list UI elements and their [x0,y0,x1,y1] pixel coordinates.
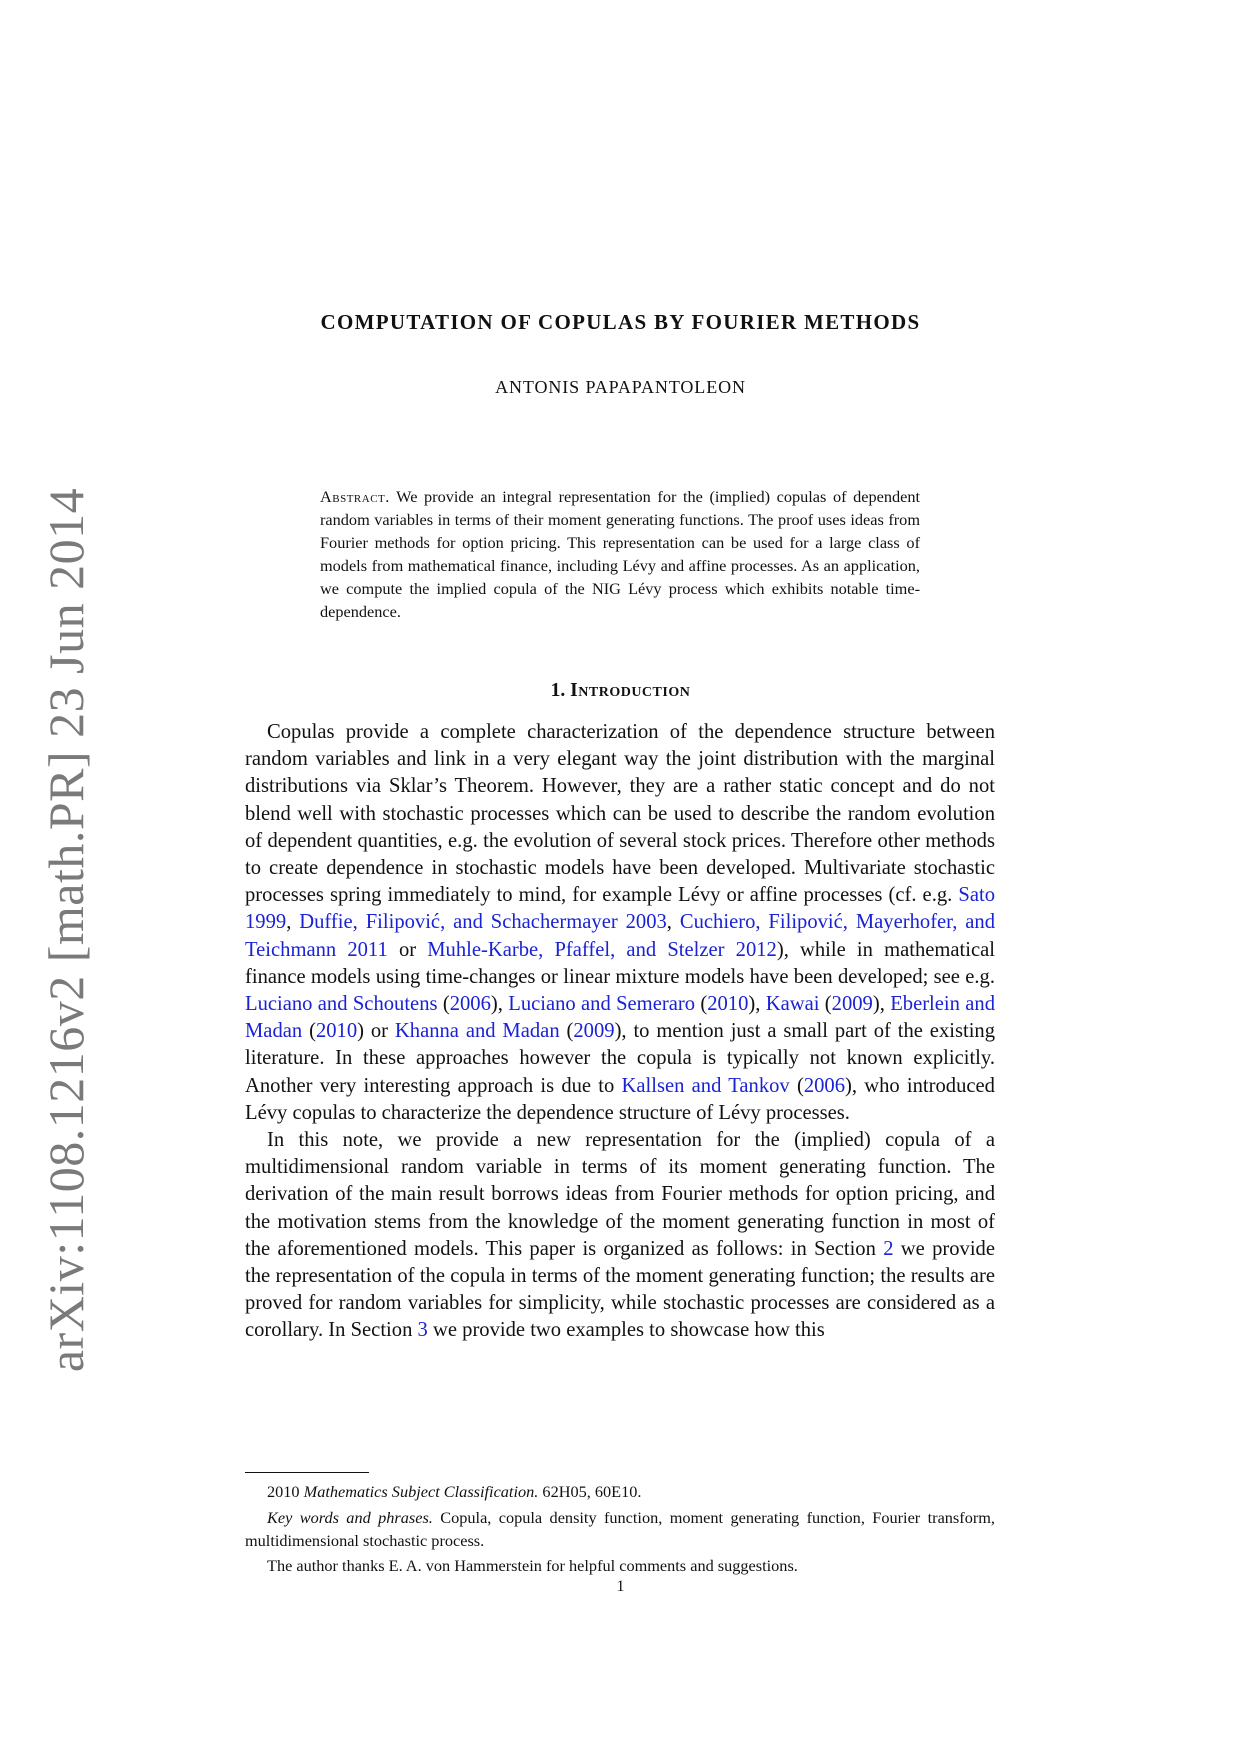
page-number: 1 [616,1578,625,1595]
citation-link[interactable]: Cuchiero, Filipović, Mayerhofer, and Teichmann 2011 [245,911,996,961]
citation-year-link[interactable]: 2009 [573,1020,615,1043]
section-title: Introduction [570,680,691,701]
text-run: ( [824,993,832,1016]
section-link[interactable]: 3 [417,1319,428,1342]
citation-link[interactable]: Eberlein and Madan [245,993,995,1043]
text-run: we provide two examples to showcase how this [432,1319,825,1342]
citation-link[interactable]: Muhle-Karbe, Pfaffel, and Stelzer 2012 [427,938,777,961]
text-run: ), [490,993,503,1016]
citation-year-link[interactable]: 2006 [803,1074,845,1097]
section-number: 1. [550,680,566,701]
citation-link[interactable]: Sato 1999 [245,884,995,934]
paper-author: ANTONIS PAPAPANTOLEON [495,377,746,397]
citation-link[interactable]: Kallsen and Tankov [621,1074,790,1097]
text-run: ), who introduced Lévy copulas to characterize the dependence structure of Lévy processes. [245,1074,995,1124]
citation-year-link[interactable]: 2009 [831,993,873,1016]
arxiv-identifier: arXiv:1108.1216v2 [math.PR] 23 Jun 2014 [38,487,94,1373]
text-run: ), [748,993,761,1016]
text-run: ( [700,993,708,1016]
text-run: ) or [357,1020,389,1043]
citation-link[interactable]: Luciano and Semeraro [508,993,695,1016]
arxiv-sidebar [36,487,96,1373]
text-run: ), to mention just a small part of the existing literature. In these approaches however the copula is typically not known explicitly. Another very interesting approach is due to [245,1020,996,1097]
body-text [245,719,995,1345]
citation-year-link[interactable]: 2010 [315,1020,358,1043]
citation-link[interactable]: Luciano and Schoutens [245,993,438,1016]
text-run: ( [309,1020,316,1043]
text-run: ( [442,993,450,1016]
text-run: ( [796,1074,804,1097]
msc-codes: 62H05, 60E10. [542,1482,642,1501]
footnotes [245,1481,995,1578]
text-run: Copulas provide a complete characterization of the dependence structure between random variables and link in a very elegant way the joint distribution with the marginal distributions via Sklar’s Theorem. However, they are a rather static concept and do not blend well with stochastic processes which can be used to describe the random evolution of dependent quantities, e.g. the evolution of several stock prices. Therefore other methods to create dependence in stochastic models have been developed. Multivariate stochastic processes spring immediately to mind, for example Lévy or affine processes (cf. e.g. [245,721,995,907]
abstract-label: Abstract. [320,487,390,506]
msc-label: Mathematics Subject Classification. [303,1482,539,1501]
text-run: , [666,911,672,934]
footnote-thanks: The author thanks E. A. von Hammerstein for helpful comments and suggestions. [267,1556,798,1576]
text-run: we provide the representation of the copula in terms of the moment generating function; the results are proved for random variables for simplicity, while stochastic processes are considered as a corollary. In Section [245,1237,995,1342]
text-run: ), while in mathematical finance models using time-changes or linear mixture models have been developed; see e.g. [245,938,995,988]
citation-year-link[interactable]: 2010 [707,993,749,1016]
paragraph [245,719,995,1127]
footnote-keywords [245,1507,995,1553]
footnote-msc [245,1481,995,1504]
citation-link[interactable]: Duffie, Filipović, and Schachermayer 2003 [299,911,667,934]
text-run: ), [872,993,885,1016]
abstract [320,486,920,623]
footnote-rule [245,1472,369,1473]
keywords-text: Copula, copula density function, moment generating function, Fourier transform, multidimensional stochastic process. [245,1507,995,1550]
section-link[interactable]: 2 [883,1237,894,1260]
citation-link[interactable]: Khanna and Madan [394,1020,560,1043]
citation-link[interactable]: Kawai [765,993,820,1016]
paragraph [245,1127,995,1345]
keywords-label: Key words and phrases. [267,1507,433,1527]
citation-year-link[interactable]: 2006 [449,993,491,1016]
paper-title: COMPUTATION OF COPULAS BY FOURIER METHODS [320,310,921,334]
text-run: ( [566,1020,574,1043]
text-run: or [398,938,417,961]
abstract-text: We provide an integral representation for the (implied) copulas of dependent random variables in terms of their moment generating functions. The proof uses ideas from Fourier methods for option pricing. This representation can be used for a large class of models from mathematical finance, including Lévy and affine processes. As an application, we compute the implied copula of the NIG Lévy process which exhibits notable time-dependence. [320,487,920,621]
msc-year: 2010 [267,1482,300,1501]
text-run: In this note, we provide a new representation for the (implied) copula of a multidimensional random variable in terms of its moment generating function. The derivation of the main result borrows ideas from Fourier methods for option pricing, and the motivation stems from the knowledge of the moment generating function in most of the aforementioned models. This paper is organized as follows: in Section [245,1129,995,1260]
text-run: , [286,911,292,934]
section-heading [0,680,1241,702]
